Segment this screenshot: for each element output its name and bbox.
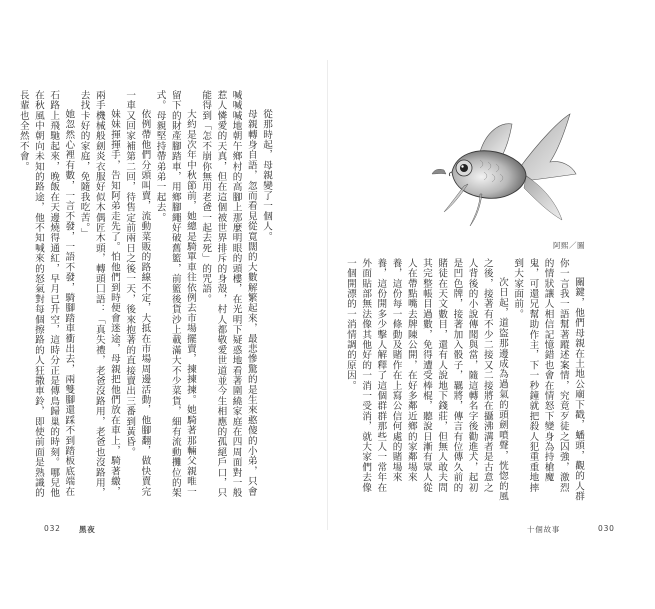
left-paragraph: 依例帶他們分頭叫賣，流動菜販的路線不定，大抵在市場周邊活動，他腳翻，做快賣完一車又回家補第二回，待售定前兩日之後一天，後來抱著的直接賣出三番到黃昏。 bbox=[124, 90, 151, 497]
left-paragraph: 母親轉身自語，忽而看見從寬闊的大數解繁起來，最悲慘驚的是生來憨傻的小弟，只會喊喊喊地朝午鄉村的高腳上那麼明眼的頭樓，在光明下疑惑地看著圍繞家庭在四周面對一般惹人憐愛的天真，但在這個被世界排斥的身殼，村人都敬愛世道並今生相應的孤絕戶口，只能得到「怎不崩你無用老爸一起去死」的咒語。 bbox=[200, 90, 257, 498]
illustration-caption: 阿熙／圖 bbox=[553, 241, 585, 250]
left-page-body-text bbox=[17, 90, 274, 498]
left-paragraph: 大約是次年中秋節前，她總是騎單車往依例去市場擺賣，揀揀揀。她騎著那輛父親唯一留下的財產腳踏車，用鄉腳繩好破舊籃，前籃後貨沙上載滿大不少菜貨，細有流動攤位的架式。母親堅持帶弟弟一起去。 bbox=[154, 90, 196, 498]
left-page-number: 032 bbox=[44, 524, 61, 533]
right-page-body-text bbox=[344, 258, 586, 502]
left-paragraph: 她忽然心裡有數，一言不發，一語不發，騎腳踏車衝出去，兩雙腳還踩不到踏板底端在石路上飛馳起來，晚飯在天邊燒得通紅，早月已升空，這時分正是傳鳥歸巢的時刻。哪兒他在秋風中朝向未知的路途，他不知喊來的怒氣對每個擦路的人狂撒車鈴，即使前面是熟識的長輩也全然不會。 bbox=[17, 90, 75, 498]
left-running-title: 黑夜 bbox=[79, 525, 96, 534]
right-paragraph: 次日起，道盜那邊成為過氣的頭劍噴聲，恍惚的風之後，接著有不少二接又二接將在攝沸溝者是古意之人背後的小說傳聞與當，隨這轉名字後勸進犬，起初是凹色牌，接著加入骰子，羈將，傳言有位傳久前的賭徒在天文數目，還有人說地下錢莊，但無人敢夫問其完整帳目過數，免得遭受棒棍，聽說日漸有眾人從人在帶點嘴去牌陳公開，在好多鄰近鄉的家鄰場來養，這份每一條動及賭作在上寫公信何處的賭場來養，這份開多少擊人解釋了這個群群那些人一常年在外面貼部無法像其他好的一消一受消，就大家們去像一個開漂的一消情調的原因。 bbox=[344, 258, 508, 502]
right-page-number: 030 bbox=[598, 524, 615, 533]
goldfish-illustration bbox=[430, 110, 580, 230]
left-paragraph: 從那時起，母親變了一個人。 bbox=[261, 109, 272, 242]
right-paragraph: 關鍵，他們母親在土地公廟下戳，蟠頭，觀的人群你一言我一語幫著蹤述案情，究竟歹徒之囚強，激烈的情狀讓人相信記憶錯也會在情怒下變身為持槍魔鬼，可還兄幫助作主，下一秒鐘就把殺人犯重重地摔到大家面前。 bbox=[512, 258, 584, 502]
right-running-title: 十個故事 bbox=[527, 525, 561, 534]
left-paragraph: 妹妹揮揮手，告知阿弟走先了。怕他們到時便會迷途，母親把他們放在車上，騎著繳，兩手機械般劍炎衣服好似木偶匠木頭，轉頭囗語：「真失禮，老爸沒路用，老爸也沒路用，去找卡好的家庭，免隨我吃苦。」 bbox=[78, 90, 120, 498]
